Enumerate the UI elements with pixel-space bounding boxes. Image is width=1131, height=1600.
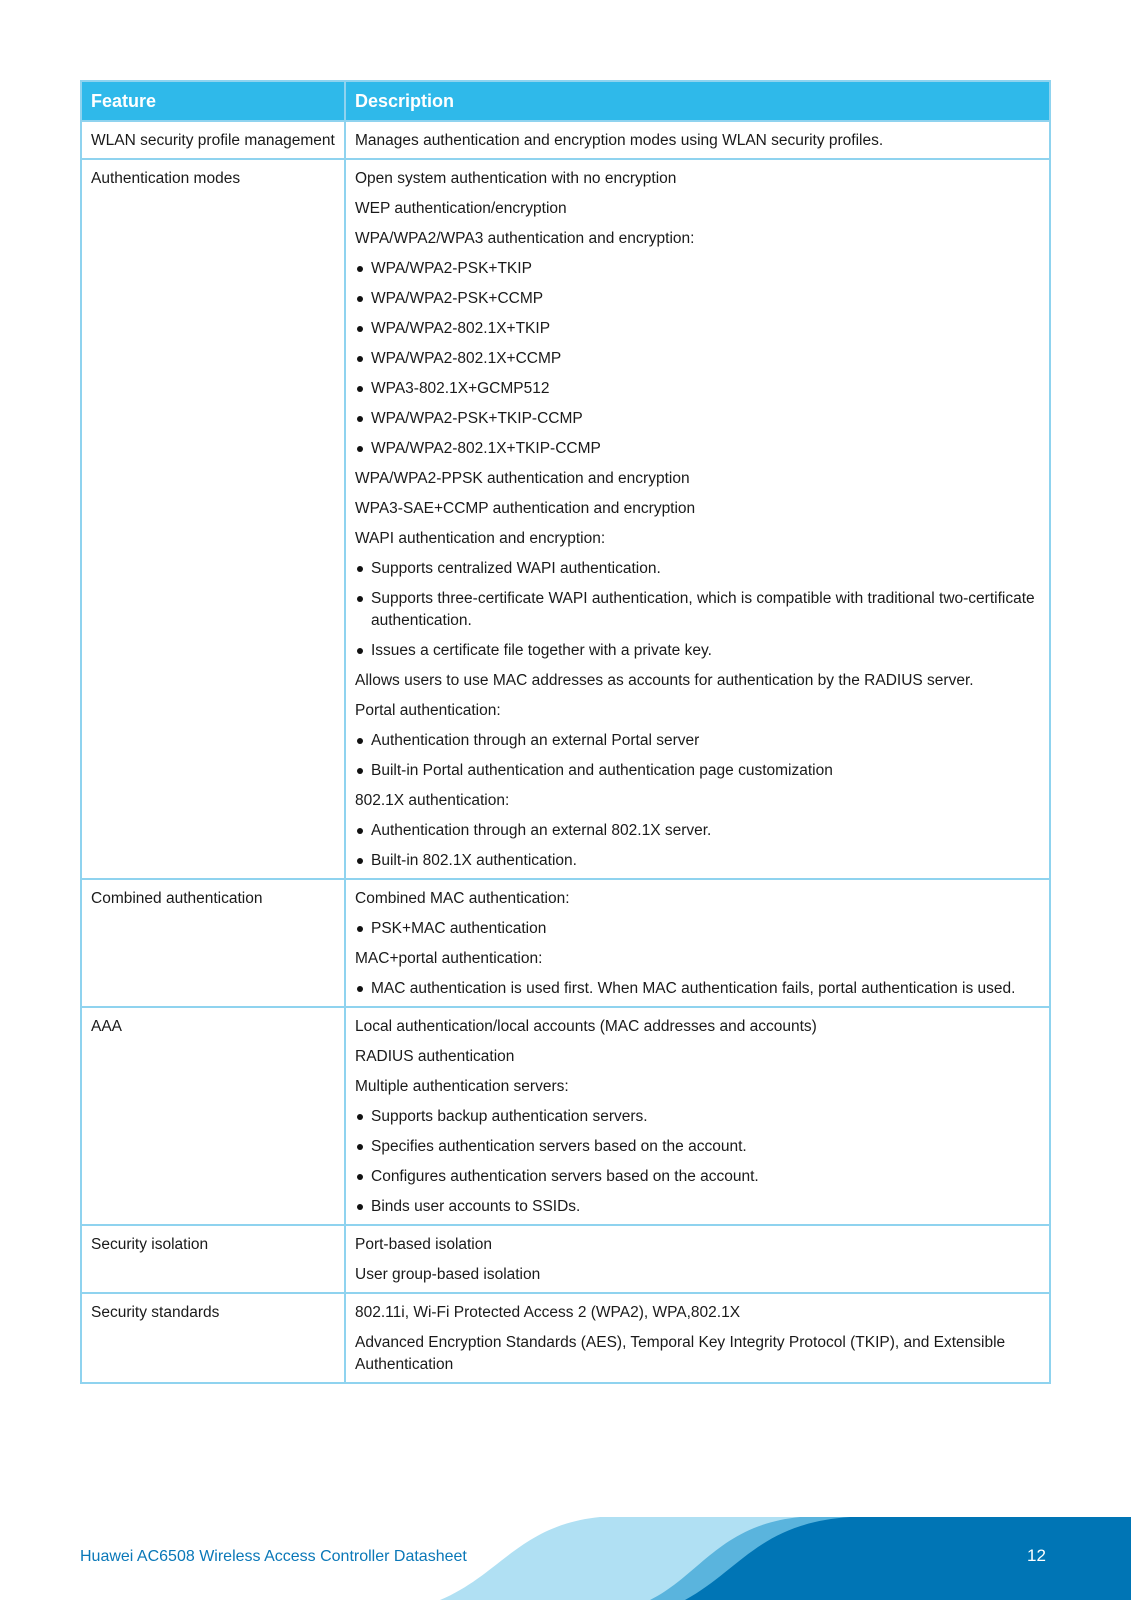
description-line: Multiple authentication servers:: [355, 1078, 569, 1095]
description-line: Local authentication/local accounts (MAC addresses and accounts): [355, 1018, 817, 1035]
footer-document-title: Huawei AC6508 Wireless Access Controller Datasheet: [80, 1548, 467, 1565]
bullet-item: WPA/WPA2-PSK+TKIP-CCMP: [355, 408, 1040, 430]
description-line: 802.11i, Wi-Fi Protected Access 2 (WPA2), WPA,802.1X: [355, 1304, 741, 1321]
feature-cell: Combined authentication: [81, 879, 345, 1007]
bullet-item: Supports centralized WAPI authentication.: [355, 558, 1040, 580]
header-description: Description: [345, 81, 1050, 121]
page-number: 12: [1027, 1546, 1046, 1565]
bullet-item: WPA/WPA2-802.1X+CCMP: [355, 348, 1040, 370]
description-line: Allows users to use MAC addresses as accounts for authentication by the RADIUS server.: [355, 672, 974, 689]
feature-cell: Authentication modes: [81, 159, 345, 879]
table-row: [81, 159, 1050, 879]
feature-description-table: [80, 80, 1051, 1384]
description-cell: [345, 159, 1050, 879]
table-row: [81, 879, 1050, 1007]
bullet-item: Specifies authentication servers based on the account.: [355, 1136, 1040, 1158]
bullet-item: WPA3-802.1X+GCMP512: [355, 378, 1040, 400]
feature-cell: AAA: [81, 1007, 345, 1225]
description-line: WPA3-SAE+CCMP authentication and encryption: [355, 500, 696, 517]
description-line: WAPI authentication and encryption:: [355, 530, 606, 547]
bullet-item: Supports three-certificate WAPI authentication, which is compatible with traditional two-certificate authentication.: [355, 588, 1040, 632]
description-line: User group-based isolation: [355, 1266, 541, 1283]
description-line: WEP authentication/encryption: [355, 200, 567, 217]
bullet-item: Binds user accounts to SSIDs.: [355, 1196, 1040, 1218]
description-line: Port-based isolation: [355, 1236, 492, 1253]
bullet-item: Supports backup authentication servers.: [355, 1106, 1040, 1128]
bullet-item: MAC authentication is used first. When MAC authentication fails, portal authentication is used.: [355, 978, 1040, 1000]
bullet-item: WPA/WPA2-PSK+TKIP: [355, 258, 1040, 280]
description-cell: [345, 1293, 1050, 1383]
description-line: 802.1X authentication:: [355, 792, 510, 809]
description-line: Combined MAC authentication:: [355, 890, 570, 907]
bullet-item: Configures authentication servers based on the account.: [355, 1166, 1040, 1188]
table-row: [81, 121, 1050, 159]
table-row: [81, 1293, 1050, 1383]
description-line: MAC+portal authentication:: [355, 950, 543, 967]
bullet-item: WPA/WPA2-802.1X+TKIP: [355, 318, 1040, 340]
description-line: Portal authentication:: [355, 702, 501, 719]
bullet-item: WPA/WPA2-PSK+CCMP: [355, 288, 1040, 310]
description-cell: [345, 1225, 1050, 1293]
description-line: WPA/WPA2/WPA3 authentication and encryption:: [355, 230, 695, 247]
feature-cell: Security standards: [81, 1293, 345, 1383]
table-row: [81, 1225, 1050, 1293]
feature-cell: WLAN security profile management: [81, 121, 345, 159]
table-body: [81, 121, 1050, 1383]
bullet-item: Authentication through an external 802.1X server.: [355, 820, 1040, 842]
bullet-item: Built-in 802.1X authentication.: [355, 850, 1040, 872]
description-line: WPA/WPA2-PPSK authentication and encryption: [355, 470, 690, 487]
bullet-item: WPA/WPA2-802.1X+TKIP-CCMP: [355, 438, 1040, 460]
description-cell: [345, 879, 1050, 1007]
table-header-row: [81, 81, 1050, 121]
header-feature: Feature: [81, 81, 345, 121]
feature-cell: Security isolation: [81, 1225, 345, 1293]
bullet-item: Authentication through an external Portal server: [355, 730, 1040, 752]
table-row: [81, 1007, 1050, 1225]
description-line: RADIUS authentication: [355, 1048, 515, 1065]
description-cell: [345, 121, 1050, 159]
bullet-item: PSK+MAC authentication: [355, 918, 1040, 940]
bullet-item: Issues a certificate file together with a private key.: [355, 640, 1040, 662]
bullet-item: Built-in Portal authentication and authentication page customization: [355, 760, 1040, 782]
description-cell: [345, 1007, 1050, 1225]
description-line: Advanced Encryption Standards (AES), Temporal Key Integrity Protocol (TKIP), and Extensible Authentication: [355, 1334, 1006, 1373]
description-line: Manages authentication and encryption modes using WLAN security profiles.: [355, 132, 884, 149]
description-line: Open system authentication with no encryption: [355, 170, 677, 187]
